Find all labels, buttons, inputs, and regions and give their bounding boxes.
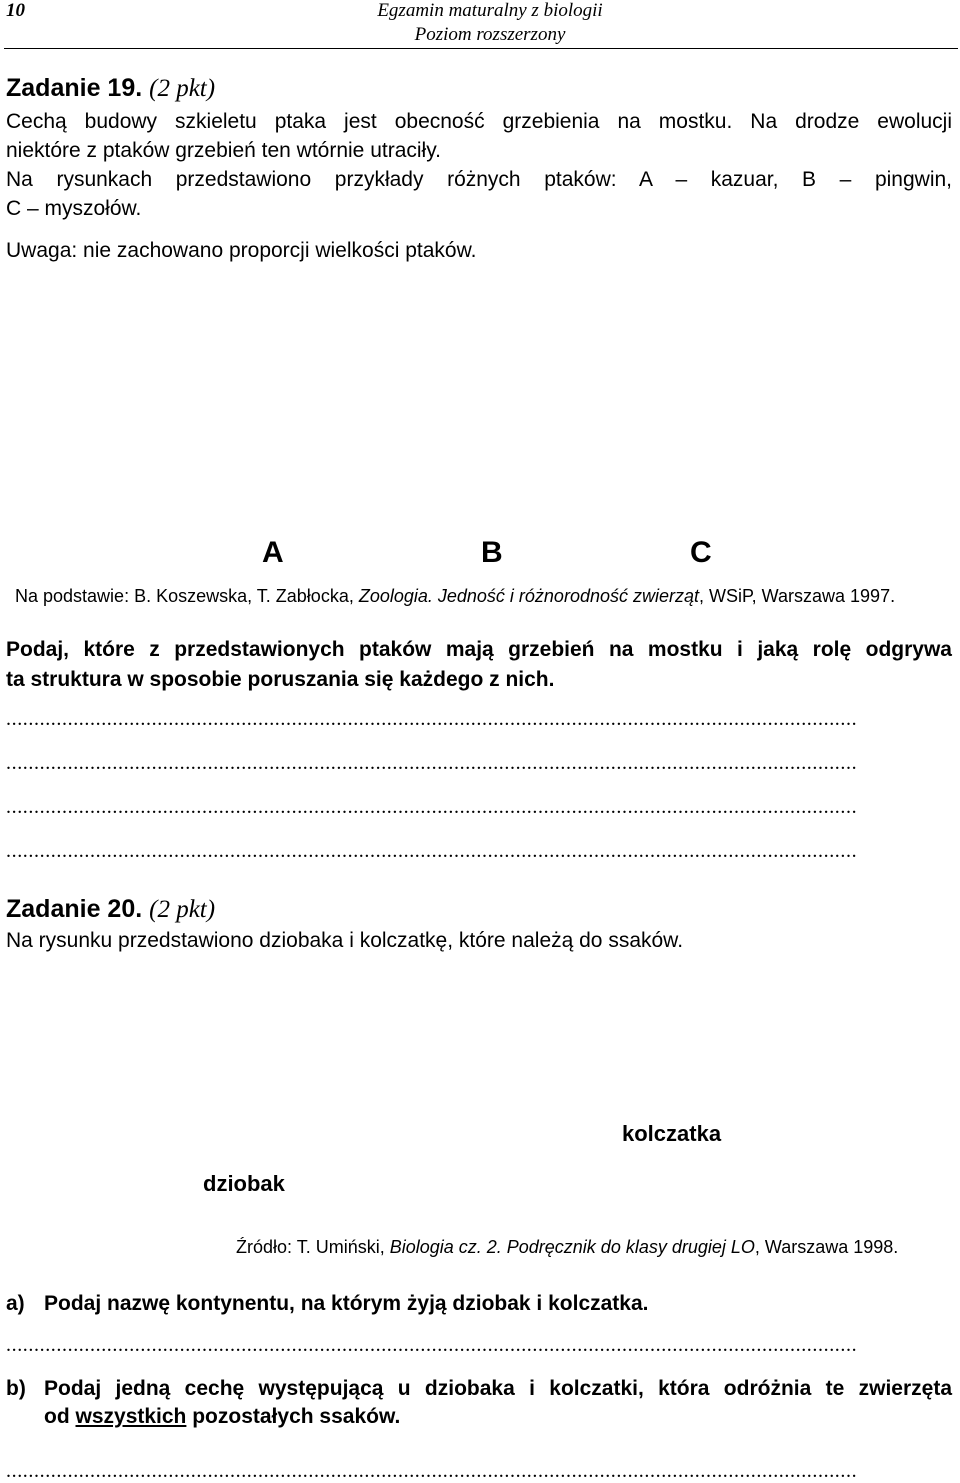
task20-title: Zadanie 20. bbox=[6, 895, 143, 923]
task20b-question-line2 bbox=[44, 1405, 400, 1429]
task19-answer-line-4[interactable]: ........................................................................................................................................................ bbox=[6, 840, 858, 862]
task20-heading bbox=[6, 895, 215, 924]
task20b-question-line1: Podaj jedną cechę występującą u dziobaka i kolczatki, która odróżnia te zwierzęta bbox=[44, 1377, 952, 1400]
bird-label-c: C bbox=[690, 536, 712, 569]
task20b-line2-suffix: pozostałych ssaków. bbox=[186, 1405, 401, 1428]
task20a-question: Podaj nazwę kontynentu, na którym żyją dziobak i kolczatka. bbox=[44, 1292, 649, 1315]
task19-source-prefix: Na podstawie: B. Koszewska, T. Zabłocka, bbox=[15, 586, 359, 606]
task19-heading bbox=[6, 74, 215, 103]
task19-answer-line-1[interactable]: ........................................................................................................................................................ bbox=[6, 708, 858, 730]
label-kolczatka: kolczatka bbox=[622, 1121, 722, 1146]
task19-figure-desc-line1: Na rysunkach przedstawiono przykłady różnych ptaków: A – kazuar, B – pingwin, bbox=[6, 168, 952, 191]
task19-source bbox=[15, 586, 895, 607]
task19-question-line2: ta struktura w sposobie poruszania się każdego z nich. bbox=[6, 668, 555, 691]
task19-answer-line-3[interactable]: ........................................................................................................................................................ bbox=[6, 796, 858, 818]
task20-source-prefix: Źródło: T. Umiński, bbox=[236, 1237, 390, 1257]
bird-label-a: A bbox=[262, 536, 284, 569]
page-number: 10 bbox=[6, 0, 25, 21]
task19-note: Uwaga: nie zachowano proporcji wielkości ptaków. bbox=[6, 239, 477, 262]
header-divider bbox=[4, 48, 958, 49]
task20b-line2-emphasis: wszystkich bbox=[75, 1405, 187, 1428]
task19-answer-line-2[interactable]: ........................................................................................................................................................ bbox=[6, 752, 858, 774]
task19-source-title: Zoologia. Jedność i różnorodność zwierząt bbox=[358, 586, 699, 606]
task20b-line2-prefix: od bbox=[44, 1405, 76, 1428]
exam-level: Poziom rozszerzony bbox=[414, 24, 566, 45]
task20-source-suffix: , Warszawa 1998. bbox=[754, 1237, 899, 1257]
task20-intro: Na rysunku przedstawiono dziobaka i kolczatkę, które należą do ssaków. bbox=[6, 929, 684, 952]
task20-source-title: Biologia cz. 2. Podręcznik do klasy drugiej LO bbox=[389, 1237, 755, 1257]
task19-figure-desc-line2: C – myszołów. bbox=[6, 197, 142, 220]
task19-intro-line2: niektóre z ptaków grzebień ten wtórnie utraciły. bbox=[6, 139, 441, 162]
task19-question-line1: Podaj, które z przedstawionych ptaków mają grzebień na mostku i jaką rolę odgrywa bbox=[6, 638, 952, 661]
task20-points: (2 pkt) bbox=[149, 896, 216, 923]
task20a-answer-line[interactable]: ........................................................................................................................................................ bbox=[6, 1334, 858, 1356]
bird-label-b: B bbox=[481, 536, 503, 569]
task19-title: Zadanie 19. bbox=[6, 74, 143, 102]
task20b-marker: b) bbox=[6, 1377, 26, 1400]
label-dziobak: dziobak bbox=[203, 1171, 285, 1196]
task19-points: (2 pkt) bbox=[149, 75, 216, 102]
task20a-marker: a) bbox=[6, 1292, 25, 1315]
exam-title: Egzamin maturalny z biologii bbox=[377, 0, 603, 21]
task20-source bbox=[236, 1237, 898, 1258]
task19-intro-line1: Cechą budowy szkieletu ptaka jest obecność grzebienia na mostku. Na drodze ewolucji bbox=[6, 110, 952, 133]
task20b-answer-line[interactable]: ........................................................................................................................................................ bbox=[6, 1460, 858, 1482]
task19-source-suffix: , WSiP, Warszawa 1997. bbox=[699, 586, 896, 606]
